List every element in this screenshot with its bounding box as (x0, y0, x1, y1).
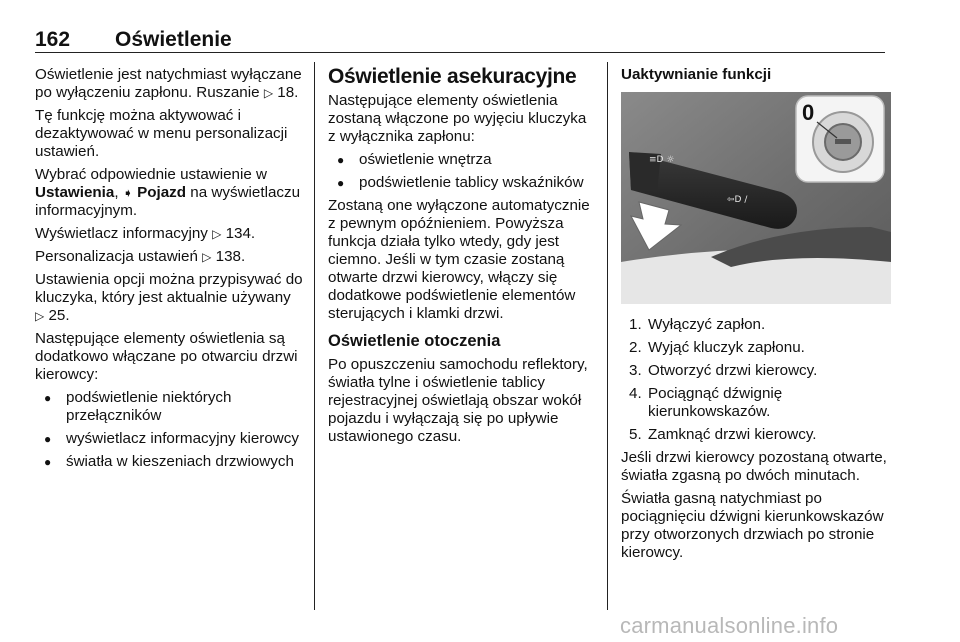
page-reference[interactable]: 138. (215, 248, 246, 265)
paragraph: Wybrać odpowiednie ustawienie w Ustawienia, ➧ Pojazd na wyświetlaczu informacyjnym. (35, 166, 301, 219)
page-reference[interactable]: 25. (48, 307, 70, 324)
list-item: 2. Wyjąć kluczyk zapłonu. (629, 339, 805, 356)
subsection-heading: Uaktywnianie funkcji (621, 66, 772, 83)
reference-arrow-icon: ▷ (35, 309, 45, 323)
page-title: Oświetlenie (115, 28, 232, 51)
paragraph: Personalizacja ustawień ▷ 138. (35, 248, 246, 265)
list-item: 4. Pociągnąć dźwignię kierunkowskazów. (629, 385, 783, 420)
column-left (35, 66, 303, 476)
turn-signal-lever-figure (621, 92, 891, 304)
subsection-heading: Oświetlenie otoczenia (328, 332, 501, 350)
paragraph: Światła gasną natychmiast po pociągnięciu dźwigni kierunkowskazów przy otworzonych drzwiach po stronie kierowcy. (621, 490, 884, 561)
reference-arrow-icon: ▷ (212, 227, 222, 241)
reference-arrow-icon: ▷ (202, 250, 212, 264)
paragraph: Po opuszczeniu samochodu reflektory, światła tylne i oświetlenie tablicy rejestracyjnej oświetlają obszar wokół pojazdu i wyłączają się po upływie ustawionego czasu. (328, 356, 588, 445)
column-divider (314, 62, 315, 610)
column-right (621, 66, 891, 567)
parking-light-icon: ⇦D / (727, 195, 748, 205)
reference-arrow-icon: ▷ (263, 86, 274, 100)
page-reference[interactable]: 134. (225, 225, 256, 242)
paragraph: Jeśli drzwi kierowcy pozostaną otwarte, światła zgasną po dwóch minutach. (621, 449, 887, 484)
paragraph: Ustawienia opcji można przypisywać do kluczyka, który jest aktualnie używany ▷ 25. (35, 271, 303, 324)
page-header (35, 28, 885, 53)
headlight-icon: ≡D ☼ (649, 155, 675, 165)
watermark: carmanualsonline.info (620, 613, 839, 638)
column-divider (607, 62, 608, 610)
paragraph: Wyświetlacz informacyjny ▷ 134. (35, 225, 256, 242)
list-item: ● podświetlenie tablicy wskaźników (328, 174, 596, 192)
list-item: 3. Otworzyć drzwi kierowcy. (629, 362, 818, 379)
paragraph: Następujące elementy oświetlenia zostaną włączone po wyjęciu kluczyka z wyłącznika zapłonu: (328, 92, 587, 145)
paragraph: Zostaną one wyłączone automatycznie z pewnym opóźnieniem. Powyższa funkcja działa tylko wtedy, gdy jest ciemno. Jeśli w tym czasie zostaną otwarte drzwi kierowcy, włączy się dodatkowe podświetlenie elementów sterujących i klamki drzwi. (328, 197, 590, 322)
menu-arrow-icon: ➧ (122, 186, 133, 200)
bullet-list (328, 151, 596, 192)
list-item: 1. Wyłączyć zapłon. (629, 316, 766, 333)
turn-signal-lever-illustration (621, 92, 891, 304)
paragraph: Następujące elementy oświetlenia są dodatkowo włączane po otwarciu drzwi kierowcy: (35, 330, 298, 383)
list-item: ● wyświetlacz informacyjny kierowcy (35, 430, 303, 448)
list-item: ● światła w kieszeniach drzwiowych (35, 453, 303, 471)
section-heading: Oświetlenie asekuracyjne (328, 65, 577, 88)
column-middle (328, 64, 596, 451)
steps-list (621, 316, 891, 444)
bullet-list (35, 389, 303, 471)
paragraph: Oświetlenie jest natychmiast wyłączane po wyłączeniu zapłonu. Ruszanie ▷ 18. (35, 66, 302, 101)
paragraph: Tę funkcję można aktywować i dezaktywować w menu personalizacji ustawień. (35, 107, 288, 160)
figure-label: 0 (802, 100, 815, 125)
page-reference[interactable]: 18. (277, 84, 299, 101)
list-item: 5. Zamknąć drzwi kierowcy. (629, 426, 817, 443)
list-item: ● podświetlenie niektórych przełączników (35, 389, 303, 425)
page-number: 162 (35, 28, 71, 51)
list-item: ● oświetlenie wnętrza (328, 151, 596, 169)
